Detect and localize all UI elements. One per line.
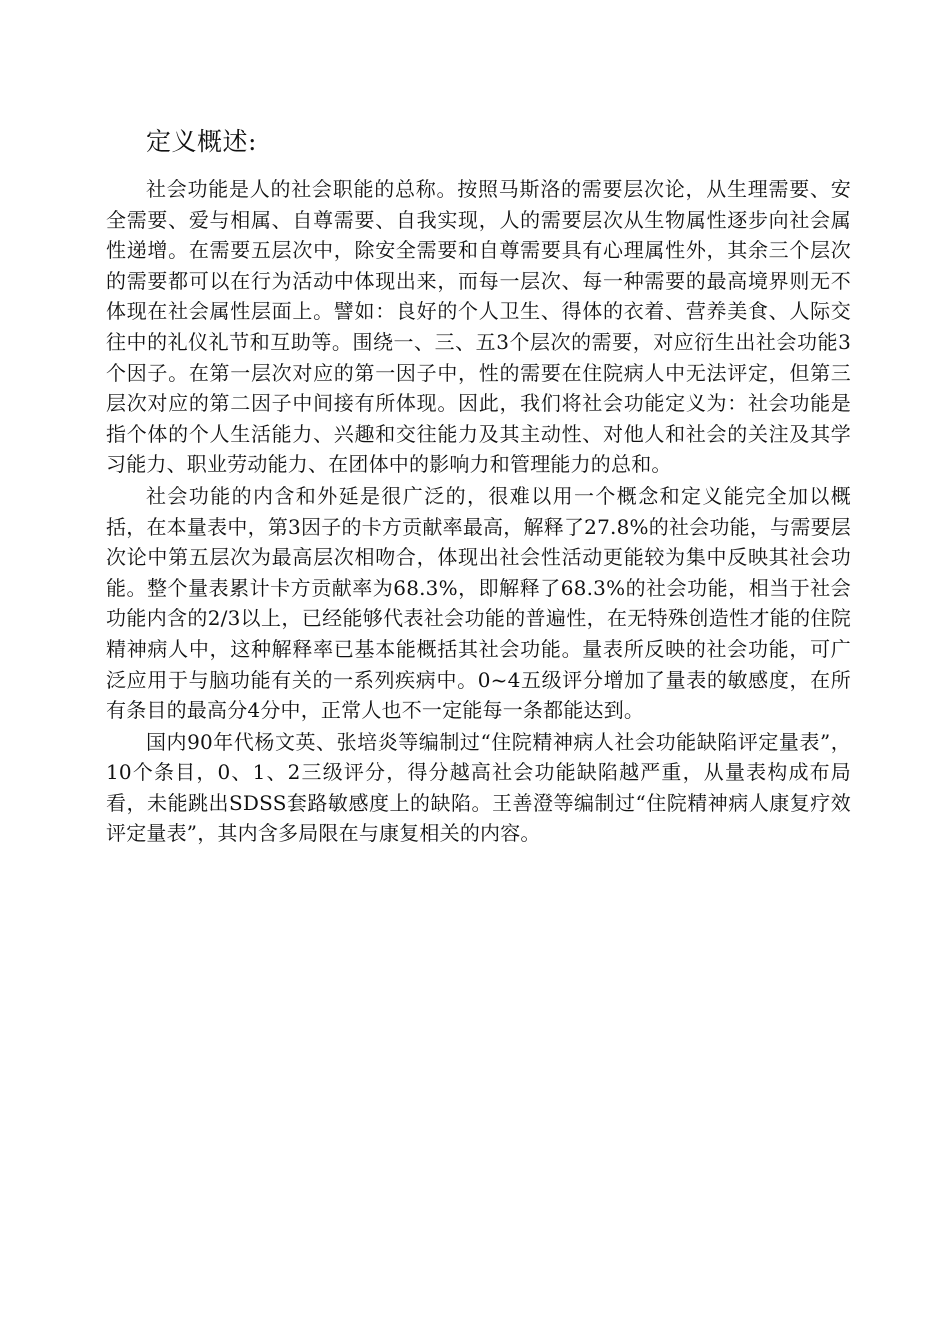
paragraph-definition: 社会功能是人的社会职能的总称。按照马斯洛的需要层次论，从生理需要、安全需要、爱与相属、自尊需要、自我实现，人的需要层次从生物属性逐步向社会属性递增。在需要五层次中，除安全需要和自尊需要具有心理属性外，其余三个层次的需要都可以在行为活动中体现出来，而每一层次、每一种需要的最高境界则无不体现在社会属性层面上。譬如：良好的个人卫生、得体的衣着、营养美食、人际交往中的礼仪礼节和互助等。围绕一、三、五3个层次的需要，对应衍生出社会功能3个因子。在第一层次对应的第一因子中，性的需要在住院病人中无法评定，但第三层次对应的第二因子中间接有所体现。因此，我们将社会功能定义为：社会功能是指个体的个人生活能力、兴趣和交往能力及其主动性、对他人和社会的关注及其学习能力、职业劳动能力、在团体中的影响力和管理能力的总和。 — [106, 177, 851, 477]
document-page — [106, 118, 851, 849]
paragraph-domestic-scales: 国内90年代杨文英、张培炎等编制过“住院精神病人社会功能缺陷评定量表”，10个条目，0、1、2三级评分，得分越高社会功能缺陷越严重，从量表构成布局看，未能跳出SDSS套路敏感度上的缺陷。王善澄等编制过“住院精神病人康复疗效评定量表”，其内含多局限在与康复相关的内容。 — [106, 729, 851, 846]
paragraph-scope: 社会功能的内含和外延是很广泛的，很难以用一个概念和定义能完全加以概括，在本量表中，第3因子的卡方贡献率最高，解释了27.8%的社会功能，与需要层次论中第五层次为最高层次相吻合，体现出社会性活动更能较为集中反映其社会功能。整个量表累计卡方贡献率为68.3%，即解释了68.3%的社会功能，相当于社会功能内含的2/3以上，已经能够代表社会功能的普遍性，在无特殊创造性才能的住院精神病人中，这种解释率已基本能概括其社会功能。量表所反映的社会功能，可广泛应用于与脑功能有关的一系列疾病中。0~4五级评分增加了量表的敏感度，在所有条目的最高分4分中，正常人也不一定能每一条都能达到。 — [106, 483, 851, 723]
section-heading: 定义概述: — [146, 127, 257, 156]
